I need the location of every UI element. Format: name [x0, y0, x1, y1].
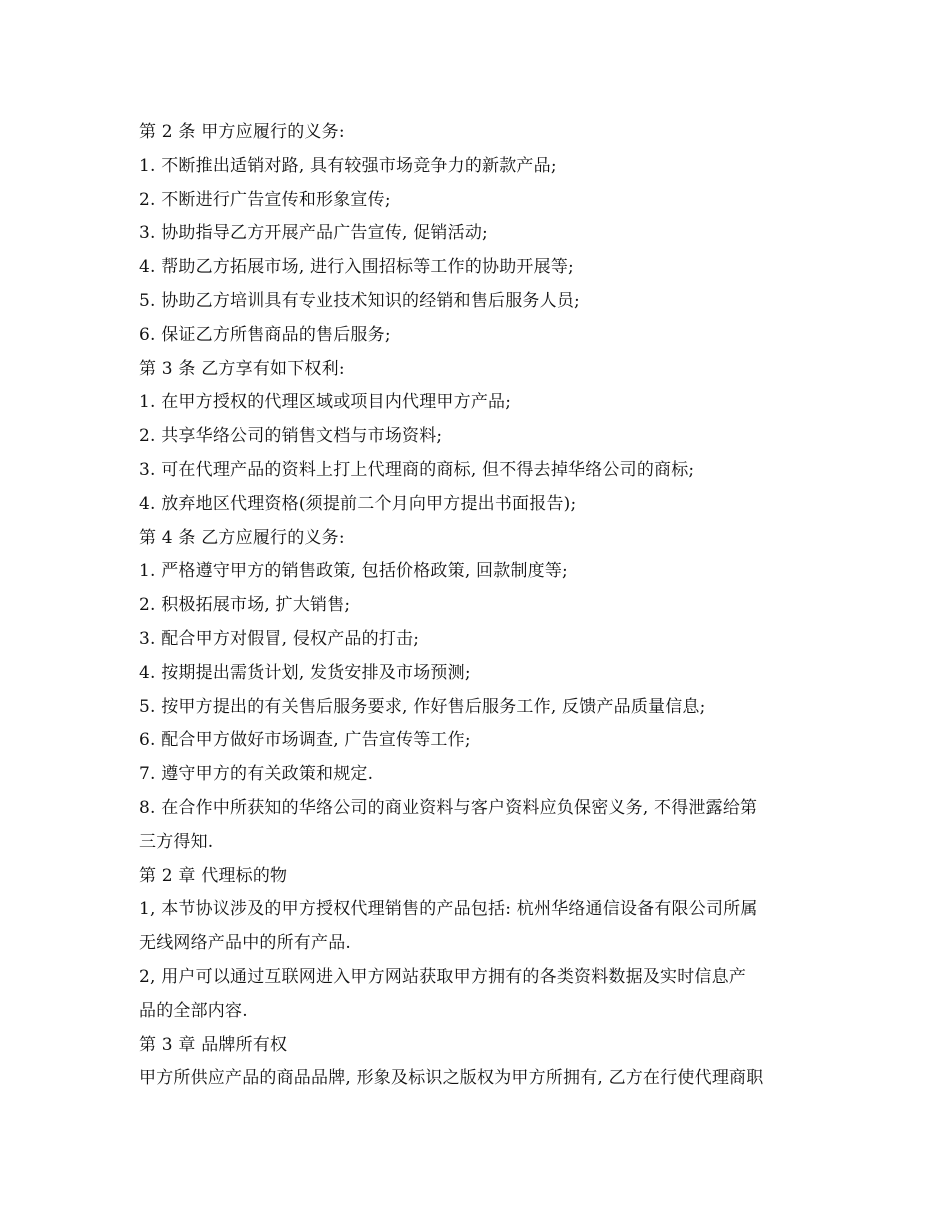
list-item: 4. 放弃地区代理资格(须提前二个月向甲方提出书面报告);: [139, 493, 577, 514]
article-3-heading: 第 3 条 乙方享有如下权利:: [139, 358, 345, 379]
chapter-3-heading: 第 3 章 品牌所有权: [139, 1034, 288, 1055]
article-4-heading: 第 4 条 乙方应履行的义务:: [139, 527, 345, 548]
paragraph-line: 1, 本节协议涉及的甲方授权代理销售的产品包括: 杭州华络通信设备有限公司所属: [139, 899, 758, 920]
list-item: 2. 共享华络公司的销售文档与市场资料;: [139, 426, 443, 447]
list-item: 2. 不断进行广告宣传和形象宣传;: [139, 189, 391, 210]
list-item: 5. 按甲方提出的有关售后服务要求, 作好售后服务工作, 反馈产品质量信息;: [139, 696, 706, 717]
list-item: 4. 帮助乙方拓展市场, 进行入围招标等工作的协助开展等;: [139, 257, 574, 278]
list-item: 5. 协助乙方培训具有专业技术知识的经销和售后服务人员;: [139, 290, 580, 311]
list-item: 6. 配合甲方做好市场调查, 广告宣传等工作;: [139, 730, 471, 751]
list-item: 1. 在甲方授权的代理区域或项目内代理甲方产品;: [139, 392, 512, 413]
list-item: 4. 按期提出需货计划, 发货安排及市场预测;: [139, 662, 471, 683]
list-item: 8. 在合作中所获知的华络公司的商业资料与客户资料应负保密义务, 不得泄露给第: [139, 797, 758, 818]
list-item: 1. 不断推出适销对路, 具有较强市场竞争力的新款产品;: [139, 155, 557, 176]
paragraph-line: 2, 用户可以通过互联网进入甲方网站获取甲方拥有的各类资料数据及实时信息产: [139, 966, 747, 987]
list-item: 3. 协助指导乙方开展产品广告宣传, 促销活动;: [139, 223, 488, 244]
list-item: 1. 严格遵守甲方的销售政策, 包括价格政策, 回款制度等;: [139, 561, 568, 582]
list-item-continuation: 三方得知.: [139, 831, 214, 852]
article-2-heading: 第 2 条 甲方应履行的义务:: [139, 122, 345, 142]
list-item: 3. 可在代理产品的资料上打上代理商的商标, 但不得去掉华络公司的商标;: [139, 459, 695, 480]
list-item: 3. 配合甲方对假冒, 侵权产品的打击;: [139, 628, 420, 649]
document-body: [139, 116, 829, 1096]
paragraph-line: 甲方所供应产品的商品品牌, 形象及标识之版权为甲方所拥有, 乙方在行使代理商职: [139, 1068, 764, 1089]
list-item: 6. 保证乙方所售商品的售后服务;: [139, 324, 391, 345]
paragraph-line: 品的全部内容.: [139, 1000, 248, 1021]
chapter-2-heading: 第 2 章 代理标的物: [139, 865, 288, 886]
list-item: 7. 遵守甲方的有关政策和规定.: [139, 764, 374, 785]
paragraph-line: 无线网络产品中的所有产品.: [139, 933, 352, 954]
list-item: 2. 积极拓展市场, 扩大销售;: [139, 595, 351, 616]
